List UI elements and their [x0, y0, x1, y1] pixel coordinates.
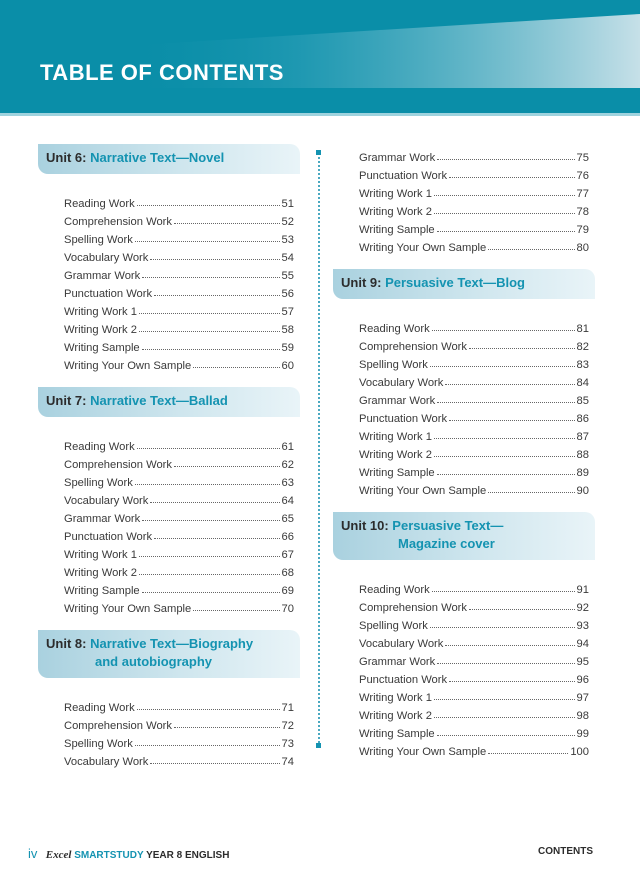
entry-label: Spelling Work [64, 738, 133, 750]
dot-leader [193, 367, 279, 368]
toc-entry[interactable] [64, 264, 294, 282]
dot-leader [437, 735, 575, 736]
toc-entry-list [64, 435, 294, 615]
dot-leader [139, 556, 280, 557]
toc-entry[interactable] [64, 597, 294, 615]
toc-entry[interactable] [64, 354, 294, 372]
entry-page-number: 90 [576, 485, 589, 497]
toc-entry-list [359, 146, 589, 254]
entry-label: Writing Work 1 [64, 306, 137, 318]
entry-label: Writing Work 1 [64, 549, 137, 561]
entry-label: Comprehension Work [64, 459, 172, 471]
entry-page-number: 86 [576, 413, 589, 425]
dot-leader [137, 205, 280, 206]
entry-page-number: 89 [576, 467, 589, 479]
dot-leader [150, 763, 279, 764]
dot-leader [154, 538, 279, 539]
dot-leader [445, 384, 574, 385]
toc-entry[interactable] [64, 228, 294, 246]
footer-book: YEAR 8 ENGLISH [146, 850, 230, 861]
entry-label: Spelling Work [359, 359, 428, 371]
entry-label: Writing Work 2 [359, 449, 432, 461]
entry-page-number: 94 [576, 638, 589, 650]
unit-section [333, 269, 595, 497]
dot-leader [449, 177, 574, 178]
entry-label: Writing Sample [64, 342, 140, 354]
entry-label: Writing Work 2 [64, 324, 137, 336]
entry-label: Writing Your Own Sample [359, 242, 487, 254]
entry-page-number: 73 [281, 738, 294, 750]
entry-page-number: 99 [576, 728, 589, 740]
entry-page-number: 57 [281, 306, 294, 318]
toc-entry[interactable] [359, 578, 589, 596]
toc-entry[interactable] [359, 443, 589, 461]
entry-label: Writing Work 2 [64, 567, 137, 579]
entry-label: Reading Work [64, 441, 135, 453]
dot-leader [449, 420, 574, 421]
dot-leader [437, 231, 575, 232]
dot-leader [142, 520, 279, 521]
dot-leader [469, 609, 575, 610]
footer-section: CONTENTS [538, 846, 593, 857]
entry-label: Writing Sample [359, 728, 435, 740]
toc-entry[interactable] [359, 668, 589, 686]
toc-entry[interactable] [64, 732, 294, 750]
dot-leader [150, 259, 279, 260]
entry-page-number: 63 [281, 477, 294, 489]
toc-entry[interactable] [64, 561, 294, 579]
dot-leader [139, 331, 280, 332]
entry-page-number: 76 [576, 170, 589, 182]
dot-leader [430, 627, 575, 628]
entry-page-number: 54 [281, 252, 294, 264]
header-banner [0, 0, 640, 113]
entry-page-number: 95 [576, 656, 589, 668]
dot-leader [437, 474, 575, 475]
entry-label: Comprehension Work [64, 216, 172, 228]
toc-entry[interactable] [64, 507, 294, 525]
toc-entry[interactable] [64, 318, 294, 336]
unit-number: Unit 9: [341, 275, 382, 290]
entry-label: Writing Sample [64, 585, 140, 597]
unit-number: Unit 7: [46, 393, 87, 408]
entry-label: Writing Work 2 [359, 206, 432, 218]
entry-page-number: 70 [281, 603, 294, 615]
toc-entry[interactable] [359, 371, 589, 389]
entry-label: Writing Your Own Sample [64, 360, 192, 372]
dot-leader [193, 610, 279, 611]
entry-label: Punctuation Work [64, 531, 153, 543]
entry-page-number: 79 [576, 224, 589, 236]
entry-label: Spelling Work [64, 477, 133, 489]
toc-entry[interactable] [359, 146, 589, 164]
unit-number: Unit 10: [341, 518, 389, 533]
entry-page-number: 96 [576, 674, 589, 686]
footer-page-number: iv [28, 846, 38, 861]
unit-header [333, 269, 595, 299]
entry-page-number: 91 [576, 584, 589, 596]
entry-page-number: 78 [576, 206, 589, 218]
toc-entry-list [359, 578, 589, 758]
dot-leader [434, 195, 575, 196]
entry-label: Vocabulary Work [359, 638, 444, 650]
entry-page-number: 85 [576, 395, 589, 407]
footer-left [28, 846, 229, 861]
entry-label: Spelling Work [64, 234, 133, 246]
dot-leader [135, 745, 280, 746]
unit-title-line2: and autobiography [95, 654, 212, 669]
entry-label: Grammar Work [359, 152, 436, 164]
dot-leader [150, 502, 279, 503]
toc-entry[interactable] [64, 750, 294, 768]
entry-label: Grammar Work [64, 513, 141, 525]
dot-leader [449, 681, 574, 682]
entry-page-number: 82 [576, 341, 589, 353]
entry-label: Punctuation Work [359, 413, 448, 425]
toc-entry[interactable] [64, 543, 294, 561]
dot-leader [139, 574, 280, 575]
toc-entry[interactable] [359, 218, 589, 236]
column-divider [318, 150, 320, 746]
toc-entry[interactable] [359, 200, 589, 218]
dot-leader [174, 727, 280, 728]
entry-label: Reading Work [359, 323, 430, 335]
entry-page-number: 88 [576, 449, 589, 461]
dot-leader [469, 348, 575, 349]
entry-label: Comprehension Work [359, 341, 467, 353]
entry-label: Writing Your Own Sample [359, 485, 487, 497]
dot-leader [434, 699, 575, 700]
entry-page-number: 58 [281, 324, 294, 336]
dot-leader [430, 366, 575, 367]
page-title: TABLE OF CONTENTS [40, 60, 284, 85]
toc-entry[interactable] [64, 210, 294, 228]
dot-leader [434, 456, 575, 457]
toc-entry[interactable] [64, 246, 294, 264]
entry-label: Punctuation Work [64, 288, 153, 300]
entry-page-number: 52 [281, 216, 294, 228]
dot-leader [488, 249, 574, 250]
entry-label: Writing Work 2 [359, 710, 432, 722]
entry-label: Writing Work 1 [359, 692, 432, 704]
entry-page-number: 97 [576, 692, 589, 704]
entry-page-number: 53 [281, 234, 294, 246]
toc-entry[interactable] [359, 596, 589, 614]
entry-label: Writing Sample [359, 224, 435, 236]
toc-entry[interactable] [64, 525, 294, 543]
unit-title: Persuasive Text—Blog [385, 275, 525, 290]
unit-header [38, 630, 300, 678]
entry-page-number: 62 [281, 459, 294, 471]
entry-label: Vocabulary Work [64, 756, 149, 768]
toc-entry[interactable] [359, 650, 589, 668]
dot-leader [434, 438, 575, 439]
entry-page-number: 65 [281, 513, 294, 525]
toc-entry[interactable] [359, 182, 589, 200]
toc-entry[interactable] [359, 164, 589, 182]
dot-leader [488, 753, 568, 754]
toc-entry[interactable] [64, 579, 294, 597]
toc-entry[interactable] [359, 740, 589, 758]
entry-label: Grammar Work [359, 395, 436, 407]
entry-label: Vocabulary Work [64, 252, 149, 264]
toc-entry[interactable] [359, 704, 589, 722]
entry-page-number: 59 [281, 342, 294, 354]
toc-entry[interactable] [359, 479, 589, 497]
entry-page-number: 87 [576, 431, 589, 443]
entry-label: Reading Work [64, 702, 135, 714]
dot-leader [432, 591, 575, 592]
toc-entry-list [64, 696, 294, 768]
entry-page-number: 75 [576, 152, 589, 164]
dot-leader [445, 645, 574, 646]
toc-entry[interactable] [64, 300, 294, 318]
toc-entry[interactable] [64, 714, 294, 732]
dot-leader [437, 663, 574, 664]
dot-leader [174, 223, 280, 224]
footer-brand: Excel [45, 849, 72, 861]
right-column [333, 146, 595, 758]
entry-label: Grammar Work [359, 656, 436, 668]
entry-label: Punctuation Work [359, 674, 448, 686]
entry-page-number: 55 [281, 270, 294, 282]
unit-title: Narrative Text—Novel [90, 150, 225, 165]
entry-label: Writing Work 1 [359, 431, 432, 443]
divider-cap-bottom [316, 743, 321, 748]
toc-entry[interactable] [359, 407, 589, 425]
dot-leader [137, 448, 280, 449]
unit-number: Unit 6: [46, 150, 87, 165]
entry-page-number: 51 [281, 198, 294, 210]
toc-entry[interactable] [359, 353, 589, 371]
unit-section [38, 144, 300, 372]
entry-page-number: 61 [281, 441, 294, 453]
entry-page-number: 71 [281, 702, 294, 714]
entry-page-number: 60 [281, 360, 294, 372]
unit-section [38, 387, 300, 615]
toc-entry[interactable] [64, 336, 294, 354]
entry-page-number: 80 [576, 242, 589, 254]
toc-entry[interactable] [64, 282, 294, 300]
dot-leader [434, 213, 575, 214]
toc-entry[interactable] [359, 722, 589, 740]
dot-leader [174, 466, 280, 467]
dot-leader [142, 277, 279, 278]
footer-series: SMARTSTUDY [74, 850, 144, 861]
toc-entry[interactable] [64, 453, 294, 471]
unit-section [38, 630, 300, 768]
dot-leader [135, 241, 280, 242]
entry-page-number: 68 [281, 567, 294, 579]
banner-gradient [0, 0, 640, 113]
dot-leader [135, 484, 280, 485]
entry-page-number: 83 [576, 359, 589, 371]
entry-page-number: 67 [281, 549, 294, 561]
entry-page-number: 64 [281, 495, 294, 507]
toc-entry[interactable] [359, 335, 589, 353]
left-column [38, 144, 300, 768]
entry-label: Spelling Work [359, 620, 428, 632]
toc-entry[interactable] [359, 389, 589, 407]
toc-entry[interactable] [64, 489, 294, 507]
unit-title: Narrative Text—Biography [90, 636, 254, 651]
toc-entry-list [64, 192, 294, 372]
entry-label: Writing Your Own Sample [64, 603, 192, 615]
entry-page-number: 92 [576, 602, 589, 614]
entry-page-number: 56 [281, 288, 294, 300]
toc-entry-list [359, 317, 589, 497]
entry-page-number: 100 [570, 746, 589, 758]
toc-entry[interactable] [64, 435, 294, 453]
entry-page-number: 84 [576, 377, 589, 389]
toc-entry[interactable] [359, 632, 589, 650]
toc-entry[interactable] [359, 461, 589, 479]
entry-label: Writing Sample [359, 467, 435, 479]
toc-entry[interactable] [359, 425, 589, 443]
unit-title: Narrative Text—Ballad [90, 393, 228, 408]
dot-leader [437, 159, 574, 160]
entry-label: Reading Work [359, 584, 430, 596]
toc-entry[interactable] [64, 471, 294, 489]
entry-page-number: 93 [576, 620, 589, 632]
dot-leader [139, 313, 280, 314]
entry-label: Reading Work [64, 198, 135, 210]
entry-label: Writing Your Own Sample [359, 746, 487, 758]
unit-section [333, 512, 595, 758]
entry-label: Vocabulary Work [64, 495, 149, 507]
toc-entry[interactable] [359, 686, 589, 704]
dot-leader [432, 330, 575, 331]
dot-leader [154, 295, 279, 296]
entry-label: Punctuation Work [359, 170, 448, 182]
unit-number: Unit 8: [46, 636, 87, 651]
unit-title: Persuasive Text— [392, 518, 504, 533]
banner-underline [0, 113, 640, 116]
entry-page-number: 69 [281, 585, 294, 597]
toc-entry[interactable] [359, 614, 589, 632]
dot-leader [137, 709, 280, 710]
unit-header [38, 144, 300, 174]
dot-leader [488, 492, 574, 493]
dot-leader [142, 349, 280, 350]
unit-title-line2: Magazine cover [398, 536, 495, 551]
unit-header [38, 387, 300, 417]
entry-page-number: 77 [576, 188, 589, 200]
entry-page-number: 81 [576, 323, 589, 335]
entry-label: Comprehension Work [64, 720, 172, 732]
dot-leader [434, 717, 575, 718]
dot-leader [142, 592, 280, 593]
entry-label: Vocabulary Work [359, 377, 444, 389]
entry-page-number: 98 [576, 710, 589, 722]
entry-page-number: 72 [281, 720, 294, 732]
entry-label: Writing Work 1 [359, 188, 432, 200]
entry-page-number: 74 [281, 756, 294, 768]
dot-leader [437, 402, 574, 403]
entry-label: Grammar Work [64, 270, 141, 282]
unit-header [333, 512, 595, 560]
entry-page-number: 66 [281, 531, 294, 543]
toc-entry[interactable] [64, 696, 294, 714]
toc-entry[interactable] [64, 192, 294, 210]
toc-entry[interactable] [359, 236, 589, 254]
toc-entry[interactable] [359, 317, 589, 335]
divider-cap-top [316, 150, 321, 155]
entry-label: Comprehension Work [359, 602, 467, 614]
